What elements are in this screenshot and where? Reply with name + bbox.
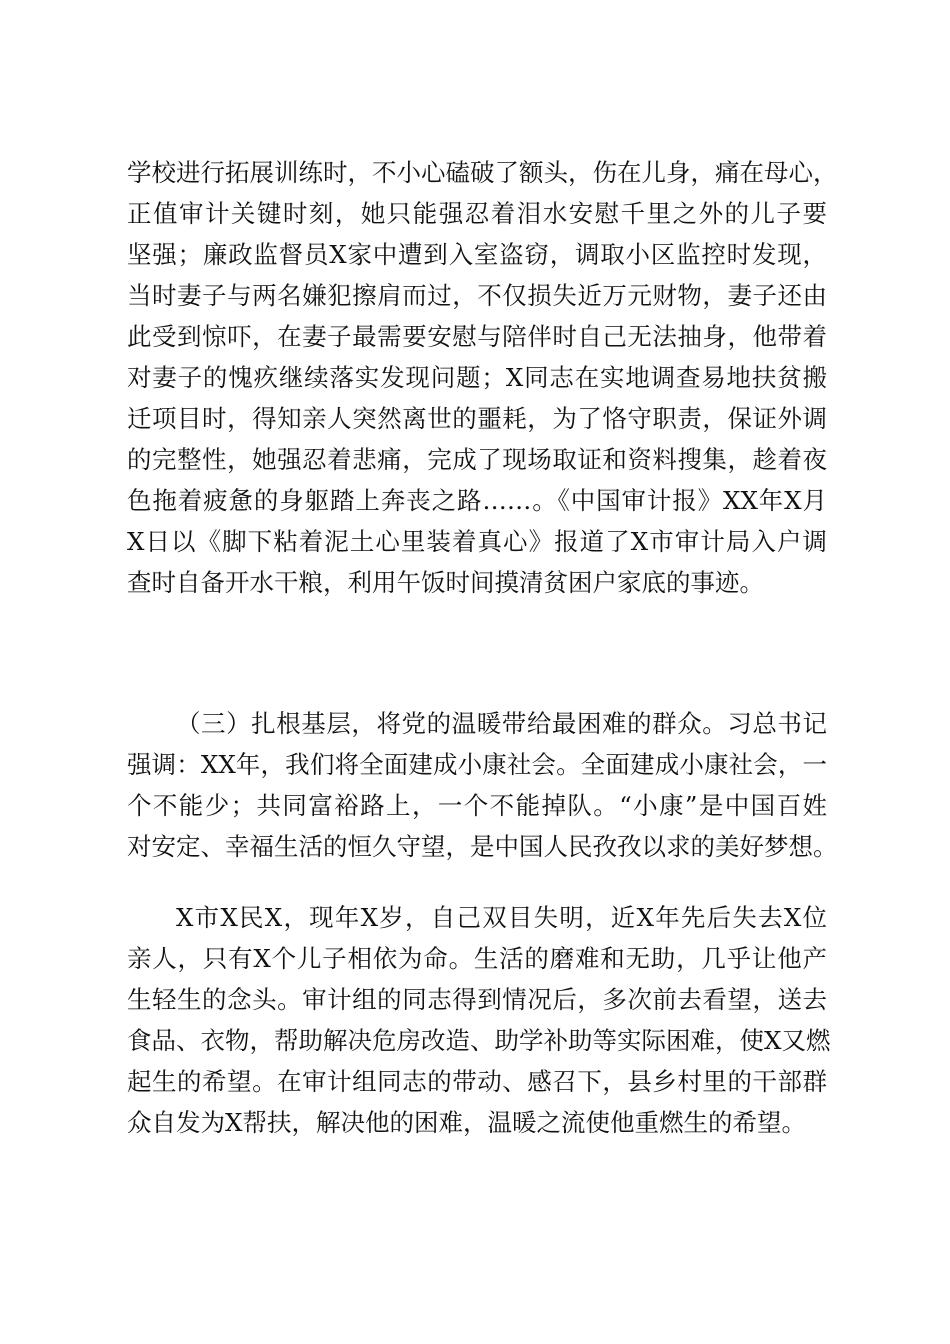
paragraph-section-three — [127, 703, 838, 867]
paragraph-audit-sacrifices — [127, 152, 838, 603]
text-line: 坚强；廉政监督员X家中遭到入室盗窃，调取小区监控时发现， — [127, 240, 827, 269]
text-line: 此受到惊吓，在妻子最需要安慰与陪伴时自己无法抽身，他带着 — [127, 322, 827, 351]
text-line: 正值审计关键时刻，她只能强忍着泪水安慰千里之外的儿子要 — [127, 199, 827, 228]
text-line: 色拖着疲惫的身躯踏上奔丧之路……。《中国审计报》XX年X月 — [127, 486, 827, 515]
text-line: 个不能少；共同富裕路上，一个不能掉队。“小康”是中国百姓 — [127, 791, 827, 820]
text-line: 查时自备开水干粮，利用午饭时间摸清贫困户家底的事迹。 — [127, 568, 764, 597]
text-line: 亲人，只有X个儿子相依为命。生活的磨难和无助，几乎让他产 — [127, 944, 827, 973]
text-line: 生轻生的念头。审计组的同志得到情况后，多次前去看望，送去 — [127, 985, 827, 1014]
text-line: 当时妻子与两名嫌犯擦肩而过，不仅损失近万元财物，妻子还由 — [127, 281, 827, 310]
text-line: 对妻子的愧疚继续落实发现问题；X同志在实地调查易地扶贫搬 — [127, 363, 827, 392]
section-heading-line: （三）扎根基层，将党的温暖带给最困难的群众。习总书记 — [176, 709, 827, 738]
text-line: 强调：XX年，我们将全面建成小康社会。全面建成小康社会，一 — [127, 750, 827, 779]
text-line: 对安定、幸福生活的恒久守望，是中国人民孜孜以求的美好梦想。 — [127, 832, 838, 861]
text-line: 众自发为X帮扶，解决他的困难，温暖之流使他重燃生的希望。 — [127, 1108, 806, 1137]
text-line: 迁项目时，得知亲人突然离世的噩耗，为了恪守职责，保证外调 — [127, 404, 827, 433]
paragraph-x-story — [127, 897, 831, 1143]
text-line: X市X民X，现年X岁，自己双目失明，近X年先后失去X位 — [176, 903, 827, 932]
text-line: 学校进行拓展训练时，不小心磕破了额头，伤在儿身，痛在母心， — [127, 158, 838, 187]
text-line: 食品、衣物，帮助解决危房改造、助学补助等实际困难，使X又燃 — [127, 1026, 831, 1055]
text-line: 的完整性，她强忍着悲痛，完成了现场取证和资料搜集，趁着夜 — [127, 445, 827, 474]
text-line: 起生的希望。在审计组同志的带动、感召下，县乡村里的干部群 — [127, 1067, 827, 1096]
text-line: X日以《脚下粘着泥土心里装着真心》报道了X市审计局入户调 — [127, 527, 827, 556]
